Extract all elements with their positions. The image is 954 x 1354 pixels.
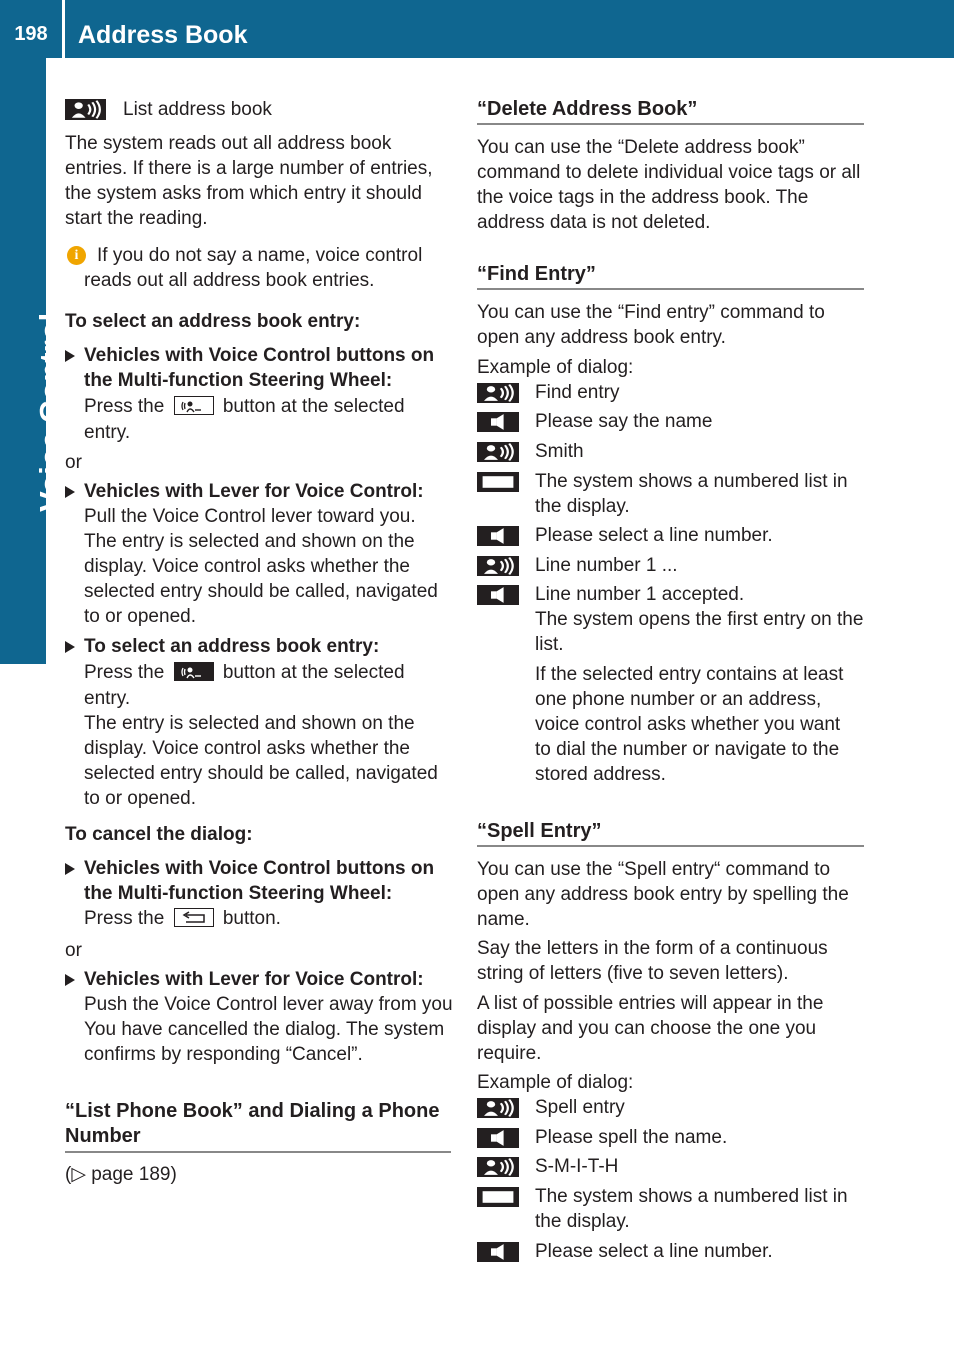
- intro-line-2: entries. If there is a large number of entries,: [65, 158, 433, 179]
- spell-body-line: name.: [477, 909, 530, 930]
- dialog-line: The system opens the first entry on the: [535, 609, 864, 630]
- press-suffix: button.: [222, 908, 281, 929]
- heading-rule: [477, 288, 864, 290]
- step4-title-line-1: Vehicles with Voice Control buttons on: [84, 858, 435, 879]
- dialog-line: Smith: [535, 441, 584, 462]
- dialog-line: Please spell the name.: [535, 1127, 728, 1148]
- system-speech-icon: [477, 1128, 519, 1148]
- display-icon: [477, 1187, 519, 1207]
- spell-heading: “Spell Entry”: [477, 820, 602, 842]
- step5-line-1: Push the Voice Control lever away from you: [84, 994, 453, 1015]
- step5-line-2: You have cancelled the dialog. The system: [84, 1019, 445, 1040]
- step3-line-2: The entry is selected and shown on the: [84, 713, 415, 734]
- step5-line-3: confirms by responding “Cancel”.: [84, 1044, 363, 1065]
- bullet-arrow-icon: [65, 641, 75, 653]
- press-label: Press the: [84, 662, 165, 683]
- note-line-2: reads out all address book entries.: [84, 270, 375, 291]
- step3-line-4: selected entry should be called, navigated: [84, 763, 438, 784]
- page-reference-link[interactable]: (▷ page 189): [65, 1164, 177, 1185]
- system-speech-icon: [477, 1242, 519, 1262]
- info-icon: i: [67, 246, 86, 265]
- bullet-arrow-icon: [65, 863, 75, 875]
- phone-heading-line-2: Number: [65, 1125, 141, 1147]
- dialog-line: The system shows a numbered list in: [535, 1186, 848, 1207]
- spell-body-line: You can use the “Spell entry“ command to: [477, 859, 831, 880]
- find-extra-line-5: stored address.: [535, 764, 666, 785]
- press-suffix: button at the selected: [222, 396, 405, 417]
- spell-body-line: display and you can choose the one you: [477, 1018, 817, 1039]
- page-title: Address Book: [78, 21, 248, 49]
- dialog-line: the display.: [535, 1211, 630, 1232]
- step1-press-end: entry.: [84, 422, 131, 443]
- dialog-line: Spell entry: [535, 1097, 625, 1118]
- step1-title-line-2: the Multi-function Steering Wheel:: [84, 370, 393, 391]
- find-extra-line-1: If the selected entry contains at least: [535, 664, 844, 685]
- display-icon: [477, 472, 519, 492]
- step3-line-5: to or opened.: [84, 788, 196, 809]
- find-example-label: Example of dialog:: [477, 357, 634, 378]
- spell-body-line: string of letters (five to seven letters).: [477, 963, 789, 984]
- step1-title-line-1: Vehicles with Voice Control buttons on: [84, 345, 435, 366]
- find-line-1: You can use the “Find entry” command to: [477, 302, 825, 323]
- back-button-icon: [174, 908, 214, 927]
- step4-press-text: [84, 906, 281, 931]
- delete-heading: “Delete Address Book”: [477, 98, 698, 120]
- dialog-line: Please select a line number.: [535, 525, 773, 546]
- user-speech-icon: [477, 556, 519, 576]
- bullet-arrow-icon: [65, 350, 75, 362]
- step2-title: Vehicles with Lever for Voice Control:: [84, 481, 424, 502]
- heading-rule: [65, 1151, 451, 1153]
- system-speech-icon: [477, 412, 519, 432]
- heading-rule: [477, 123, 864, 125]
- delete-line-1: You can use the “Delete address book”: [477, 137, 805, 158]
- find-extra-line-3: voice control asks whether you want: [535, 714, 841, 735]
- spell-body-line: A list of possible entries will appear in the: [477, 993, 824, 1014]
- user-speech-icon: [65, 99, 106, 120]
- back-arrow-icon: [175, 910, 213, 927]
- find-heading: “Find Entry”: [477, 263, 596, 285]
- find-extra-line-2: one phone number or an address,: [535, 689, 822, 710]
- intro-line-3: the system asks from which entry it should: [65, 183, 422, 204]
- user-speech-icon: [477, 383, 519, 403]
- bullet-arrow-icon: [65, 974, 75, 986]
- spell-body-line: open any address book entry by spelling the: [477, 884, 849, 905]
- find-line-2: open any address book entry.: [477, 327, 726, 348]
- intro-line-1: The system reads out all address book: [65, 133, 392, 154]
- intro-line-4: start the reading.: [65, 208, 208, 229]
- dialog-line: Line number 1 accepted.: [535, 584, 745, 605]
- step5-title: Vehicles with Lever for Voice Control:: [84, 969, 424, 990]
- step2-line-5: to or opened.: [84, 606, 196, 627]
- dialog-line: Find entry: [535, 382, 620, 403]
- step2-line-4: selected entry should be called, navigated: [84, 581, 438, 602]
- spell-body-line: Say the letters in the form of a continuous: [477, 938, 828, 959]
- voice-control-button-icon: [174, 396, 214, 415]
- dialog-line: Line number 1 ...: [535, 555, 678, 576]
- dialog-line: the display.: [535, 496, 630, 517]
- bullet-arrow-icon: [65, 486, 75, 498]
- voice-control-button-icon: [174, 662, 214, 681]
- user-speech-icon: [477, 1098, 519, 1118]
- heading-rule: [477, 845, 864, 847]
- press-label: Press the: [84, 908, 165, 929]
- page-number: 198: [14, 23, 48, 45]
- delete-line-3: the voice tags in the address book. The: [477, 187, 809, 208]
- or-text-1: or: [65, 452, 82, 473]
- cancel-heading: To cancel the dialog:: [65, 824, 253, 845]
- phone-heading-line-1: “List Phone Book” and Dialing a Phone: [65, 1100, 440, 1122]
- select-heading: To select an address book entry:: [65, 311, 361, 332]
- step1-press-text: [84, 394, 405, 419]
- delete-line-2: command to delete individual voice tags or all: [477, 162, 861, 183]
- delete-line-4: address data is not deleted.: [477, 212, 711, 233]
- step2-line-3: display. Voice control asks whether the: [84, 556, 410, 577]
- system-speech-icon: [477, 585, 519, 605]
- dialog-line: list.: [535, 634, 564, 655]
- find-extra-line-4: to dial the number or navigate to the: [535, 739, 840, 760]
- section-tab-label: Voice Control: [33, 312, 68, 512]
- step4-title-line-2: the Multi-function Steering Wheel:: [84, 883, 393, 904]
- spell-example-label: Example of dialog:: [477, 1072, 634, 1093]
- note-line-1: If you do not say a name, voice control: [97, 245, 423, 266]
- step3-title: To select an address book entry:: [84, 636, 380, 657]
- step2-line-1: Pull the Voice Control lever toward you.: [84, 506, 416, 527]
- user-speech-icon: [477, 1157, 519, 1177]
- step3-line-1: entry.: [84, 688, 131, 709]
- dialog-line: S-M-I-T-H: [535, 1156, 619, 1177]
- or-text-2: or: [65, 940, 82, 961]
- spell-body-line: require.: [477, 1043, 542, 1064]
- user-speech-icon: [477, 442, 519, 462]
- press-suffix: button at the selected: [222, 662, 405, 683]
- speech-icon: [175, 664, 213, 681]
- step3-line-3: display. Voice control asks whether the: [84, 738, 410, 759]
- dialog-line: Please say the name: [535, 411, 713, 432]
- press-label: Press the: [84, 396, 165, 417]
- speech-icon: [175, 398, 213, 415]
- step3-press-text: [84, 660, 405, 685]
- header-divider: [62, 0, 65, 58]
- system-speech-icon: [477, 526, 519, 546]
- dialog-line: The system shows a numbered list in: [535, 471, 848, 492]
- step2-line-2: The entry is selected and shown on the: [84, 531, 415, 552]
- list-command-text: List address book: [123, 99, 272, 120]
- dialog-line: Please select a line number.: [535, 1241, 773, 1262]
